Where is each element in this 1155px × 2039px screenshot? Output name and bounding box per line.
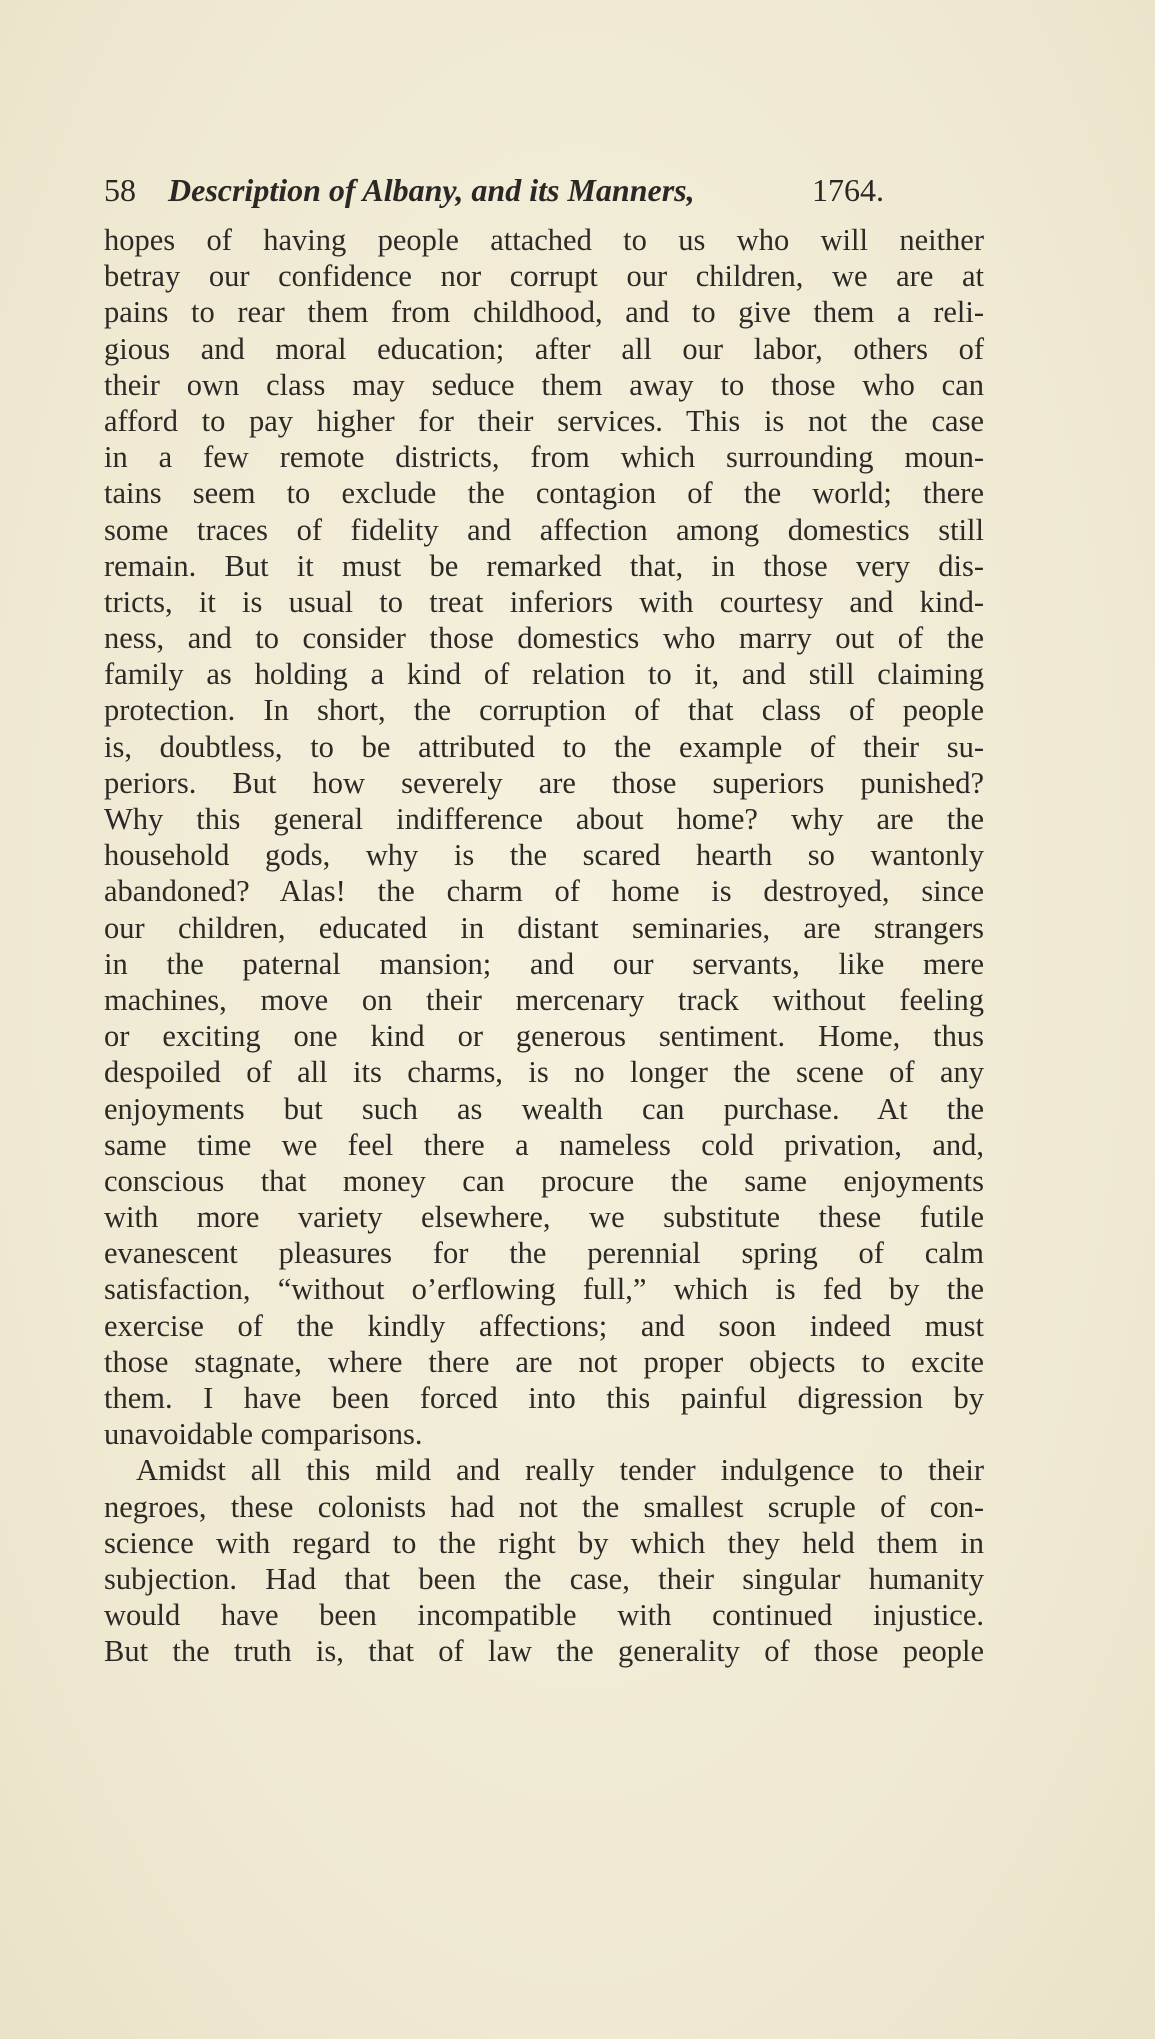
page-number: 58 <box>104 172 136 208</box>
text-line: pains to rear them from childhood, and to give them a reli- <box>104 295 984 330</box>
text-line: science with regard to the right by which they held them in <box>104 1525 984 1560</box>
text-line: tricts, it is usual to treat inferiors with courtesy and kind- <box>104 584 984 619</box>
running-title: Description of Albany, and its Manners, <box>168 172 695 208</box>
text-line: But the truth is, that of law the generality of those people <box>104 1634 984 1669</box>
text-line: would have been incompatible with continued injustice. <box>104 1598 984 1633</box>
text-line: hopes of having people attached to us who will neither <box>104 223 984 257</box>
text-line: them. I have been forced into this painful digression by <box>104 1381 984 1415</box>
paragraph-start-line: Amidst all this mild and really tender indulgence to their <box>136 1453 984 1488</box>
text-line: exercise of the kindly affections; and soon indeed must <box>104 1308 984 1343</box>
text-line: periors. But how severely are those superiors punished? <box>104 765 984 800</box>
text-line: with more variety elsewhere, we substitute these futile <box>104 1200 984 1235</box>
text-line: remain. But it must be remarked that, in those very dis- <box>104 548 984 583</box>
text-line: or exciting one kind or generous sentiment. Home, thus <box>104 1019 984 1054</box>
text-line: betray our confidence nor corrupt our children, we are at <box>104 259 984 294</box>
text-line: abandoned? Alas! the charm of home is destroyed, since <box>104 874 984 909</box>
text-line: conscious that money can procure the same enjoyments <box>104 1163 984 1198</box>
text-line: tains seem to exclude the contagion of the world; there <box>104 476 984 511</box>
text-line: evanescent pleasures for the perennial spring of calm <box>104 1236 984 1271</box>
running-year: 1764. <box>812 172 884 208</box>
text-line: afford to pay higher for their services. This is not the case <box>104 403 984 438</box>
text-line: same time we feel there a nameless cold privation, and, <box>104 1127 984 1162</box>
text-line: Why this general indifference about home? why are the <box>104 802 984 836</box>
body-text <box>104 222 984 1670</box>
text-line: their own class may seduce them away to those who can <box>104 367 984 402</box>
text-line: subjection. Had that been the case, their singular humanity <box>104 1561 984 1596</box>
text-line: machines, move on their mercenary track without feeling <box>104 982 984 1017</box>
text-line: despoiled of all its charms, is no longer the scene of any <box>104 1055 984 1090</box>
text-line: satisfaction, “without o’erflowing full,” which is fed by the <box>104 1272 984 1307</box>
text-line: protection. In short, the corruption of that class of people <box>104 693 984 728</box>
text-line: those stagnate, where there are not proper objects to excite <box>104 1344 984 1379</box>
paragraph-end-line: unavoidable comparisons. <box>104 1417 423 1452</box>
text-line: household gods, why is the scared hearth so wantonly <box>104 838 984 873</box>
text-line: family as holding a kind of relation to it, and still claiming <box>104 657 984 692</box>
text-line: ness, and to consider those domestics who marry out of the <box>104 621 984 656</box>
running-header <box>104 164 984 216</box>
text-line: negroes, these colonists had not the smallest scruple of con- <box>104 1489 984 1524</box>
text-line: in a few remote districts, from which surrounding moun- <box>104 440 984 475</box>
text-line: some traces of fidelity and affection among domestics still <box>104 512 984 547</box>
text-line: is, doubtless, to be attributed to the example of their su- <box>104 729 984 764</box>
text-line: enjoyments but such as wealth can purchase. At the <box>104 1091 984 1126</box>
text-line: in the paternal mansion; and our servants, like mere <box>104 946 984 981</box>
text-line: gious and moral education; after all our labor, others of <box>104 331 984 366</box>
text-line: our children, educated in distant seminaries, are strangers <box>104 910 984 945</box>
